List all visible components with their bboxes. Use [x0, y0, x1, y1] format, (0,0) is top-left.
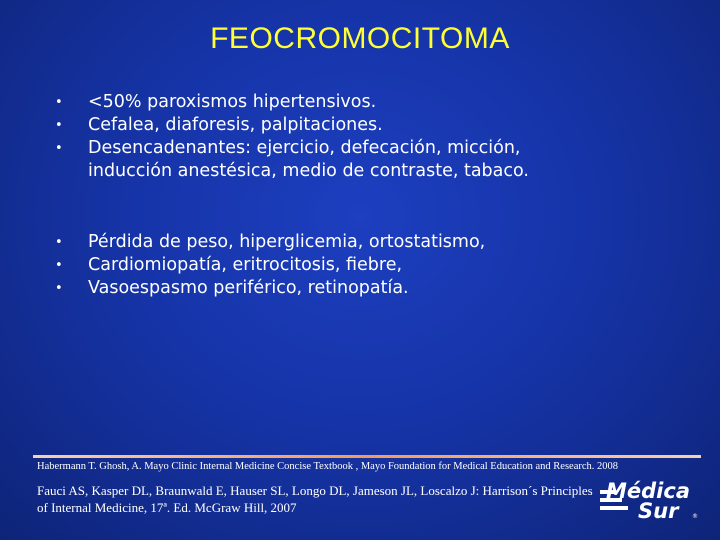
bullet-item: [55, 114, 529, 137]
bullet-icon: •: [55, 235, 63, 250]
bullet-text: Desencadenantes: ejercicio, defecación, micción,: [88, 138, 521, 158]
bullet-item: [55, 231, 485, 254]
reference-line: of Internal Medicine, 17ª. Ed. McGraw Hill, 2007: [37, 500, 297, 515]
bullet-icon: •: [55, 95, 63, 110]
bullet-list-symptoms: [55, 91, 529, 183]
bullet-item: [55, 254, 485, 277]
medica-sur-logo: [598, 476, 702, 522]
logo-top-text: Médica: [606, 479, 690, 503]
bullet-text: Pérdida de peso, hiperglicemia, ortostatismo,: [88, 232, 486, 252]
bullet-item: [55, 91, 529, 114]
bullet-icon: •: [55, 258, 63, 273]
bullet-text: Cardiomiopatía, eritrocitosis, fiebre,: [88, 255, 403, 275]
bullet-list-signs: [55, 231, 485, 300]
slide-title: FEOCROMOCITOMA: [210, 22, 510, 55]
logo-registered-mark: ®: [692, 513, 698, 520]
reference-line: Fauci AS, Kasper DL, Braunwald E, Hauser SL, Longo DL, Jameson JL, Loscalzo J: Harrison´s Principles: [37, 483, 593, 498]
bullet-item: [55, 137, 529, 183]
bullet-icon: •: [55, 141, 63, 156]
bullet-item: [55, 277, 485, 300]
divider-line: [33, 455, 701, 458]
bullet-text: Cefalea, diaforesis, palpitaciones.: [88, 115, 383, 135]
logo-bottom-text: Sur: [638, 499, 679, 522]
reference-harrison: [37, 482, 593, 516]
bullet-text: <50% paroxismos hipertensivos.: [88, 92, 377, 112]
reference-mayo: Habermann T. Ghosh, A. Mayo Clinic Internal Medicine Concise Textbook , Mayo Foundation for Medical Education and Research. 2008: [37, 461, 619, 472]
bullet-text: Vasoespasmo periférico, retinopatía.: [88, 278, 409, 298]
bullet-icon: •: [55, 281, 63, 296]
bullet-icon: •: [55, 118, 63, 133]
bullet-text-continuation: inducción anestésica, medio de contraste, tabaco.: [88, 161, 529, 181]
